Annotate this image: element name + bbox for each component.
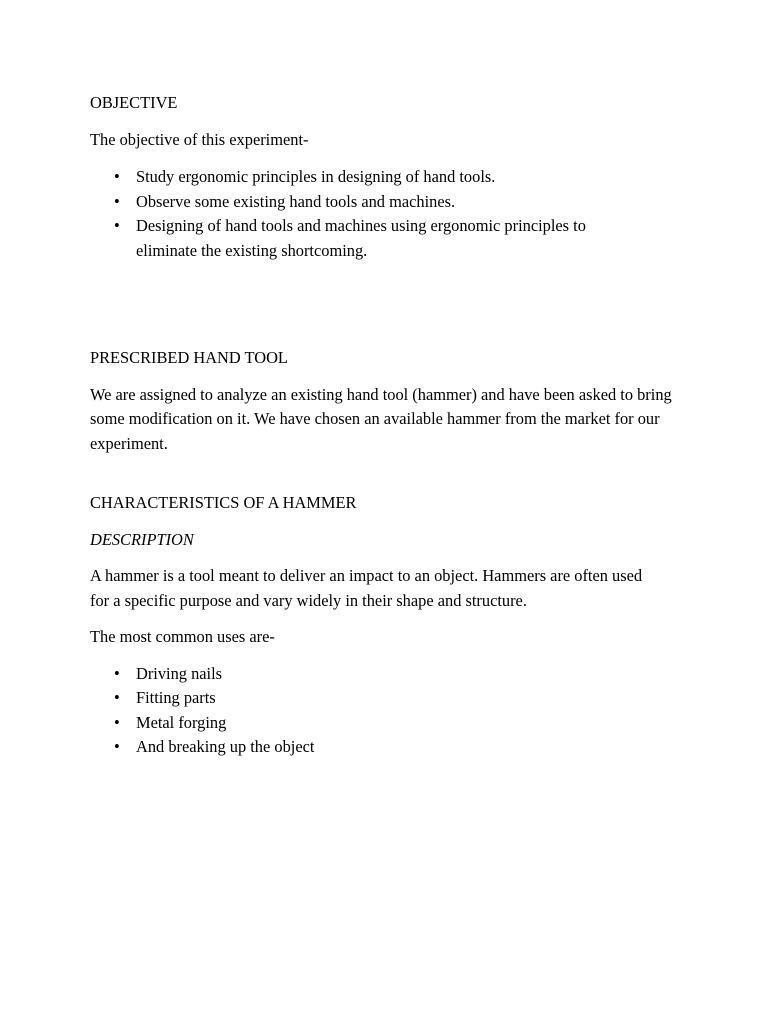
list-item [90, 686, 690, 711]
description-subheading: DESCRIPTION [90, 529, 194, 549]
bullet-icon: • [114, 712, 120, 732]
list-item [90, 190, 690, 215]
list-item [90, 165, 690, 190]
bullet-icon: • [114, 167, 120, 186]
list-item-text: Metal forging [136, 712, 227, 732]
uses-intro: The most common uses are- [90, 627, 275, 646]
uses-list [90, 662, 690, 760]
list-item-text: Observe some existing hand tools and machines. [136, 191, 456, 211]
description-body: A hammer is a tool meant to deliver an impact to an object. Hammers are often used for a specific purpose and vary widely in their shape and structure. [90, 566, 643, 610]
bullet-icon: • [114, 737, 120, 756]
bullet-icon: • [114, 191, 120, 211]
document-page [90, 91, 690, 760]
list-item [90, 711, 690, 736]
list-item [90, 214, 690, 263]
list-item-text: Fitting parts [136, 688, 216, 707]
prescribed-heading: PRESCRIBED HAND TOOL [90, 348, 288, 367]
list-item-text: Designing of hand tools and machines using ergonomic principles to eliminate the existing shortcoming. [136, 216, 586, 260]
characteristics-heading: CHARACTERISTICS OF A HAMMER [90, 493, 357, 512]
list-item [90, 662, 690, 687]
objective-heading: OBJECTIVE [90, 93, 178, 112]
list-item-text: Driving nails [136, 663, 223, 683]
bullet-icon: • [114, 688, 120, 707]
list-item-text: Study ergonomic principles in designing of hand tools. [136, 167, 496, 186]
prescribed-body: We are assigned to analyze an existing hand tool (hammer) and have been asked to bring some modification on it. We have chosen an available hammer from the market for our experiment. [90, 384, 672, 453]
bullet-icon: • [114, 216, 120, 235]
list-item-text: And breaking up the object [136, 737, 315, 756]
bullet-icon: • [114, 663, 120, 683]
objective-list [90, 165, 690, 263]
objective-intro: The objective of this experiment- [90, 129, 309, 149]
list-item [90, 735, 690, 760]
